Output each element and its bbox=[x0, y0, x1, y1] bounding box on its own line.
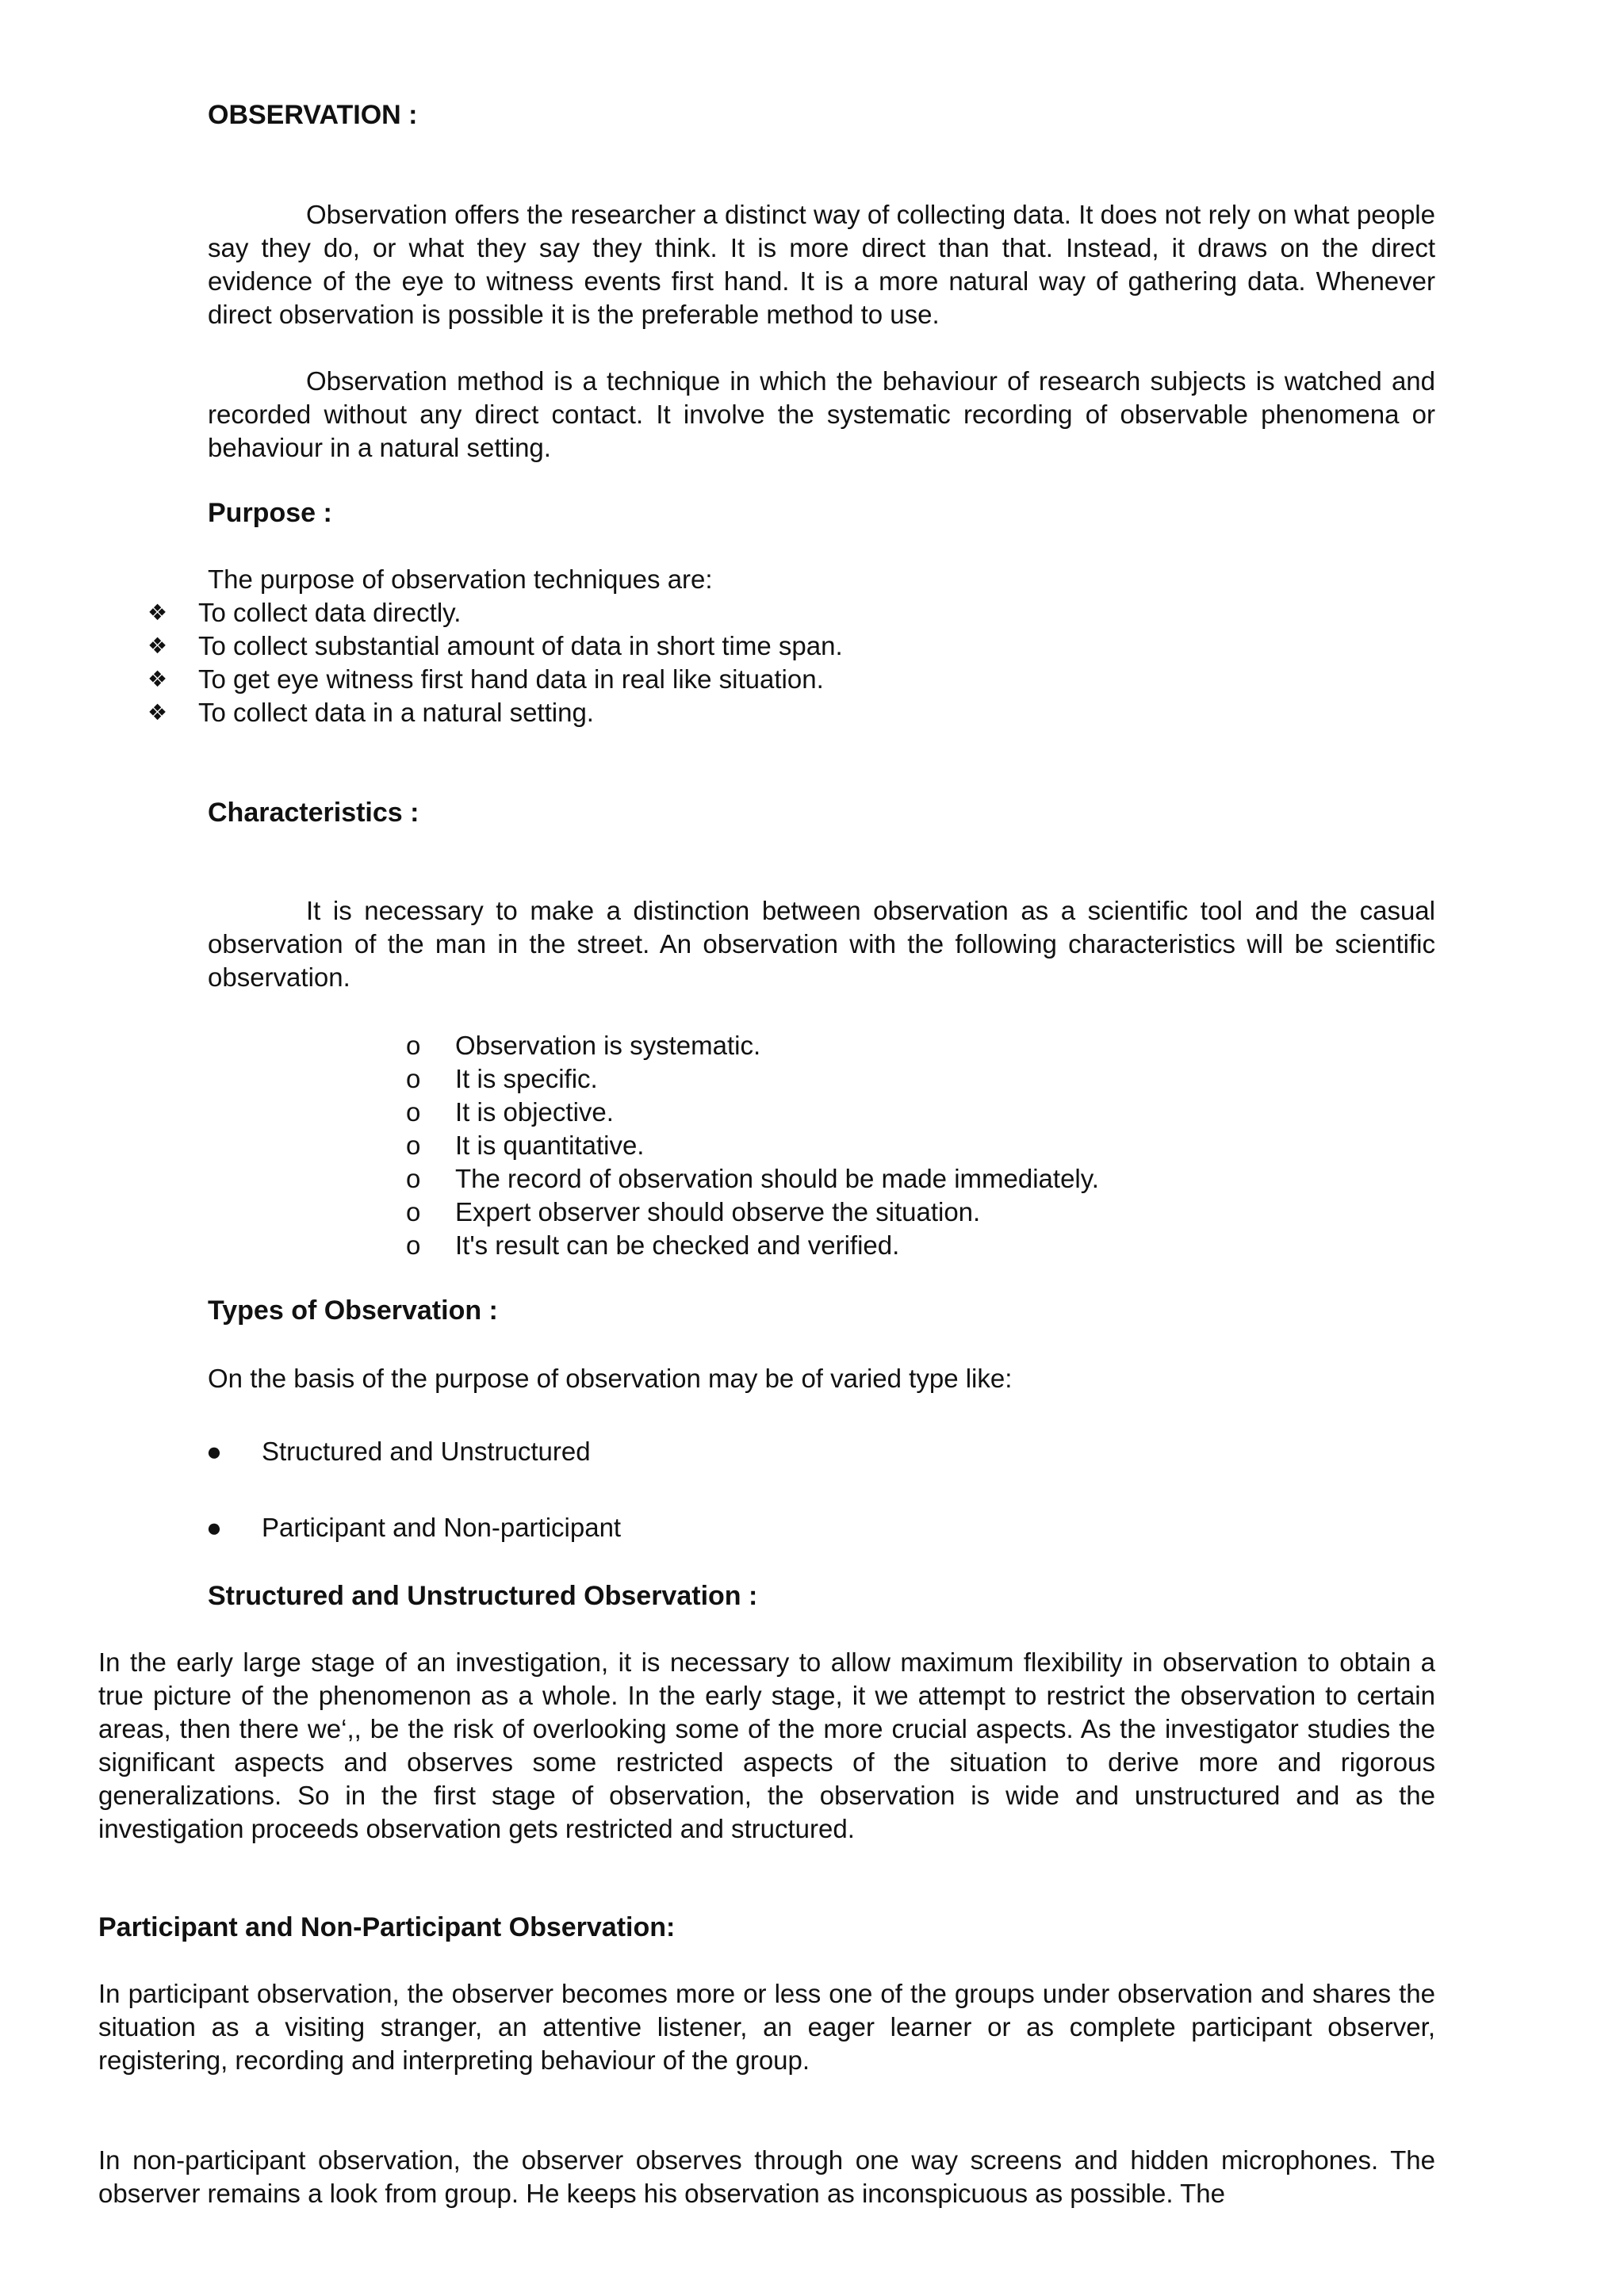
heading-observation: OBSERVATION : bbox=[208, 100, 418, 130]
circle-bullet-icon: o bbox=[406, 1131, 421, 1160]
observation-paragraph-1: Observation offers the researcher a distinct way of collecting data. It does not rely on what people say they do, or what they say they think. It is more direct than that. Instead, it draws on the direct evidence of the eye to witness events first hand. It is a more natural way of gathering data. Whenever direct observation is possible it is the preferable method to use. bbox=[208, 200, 1435, 329]
characteristics-list bbox=[406, 1029, 1099, 1262]
list-item: o It is objective. bbox=[455, 1096, 1099, 1129]
heading-participant-non-participant: Participant and Non-Participant Observation: bbox=[98, 1912, 676, 1942]
heading-structured-unstructured: Structured and Unstructured Observation : bbox=[208, 1581, 758, 1611]
diamond-bullet-icon: ❖ bbox=[147, 600, 168, 625]
circle-bullet-icon: o bbox=[406, 1164, 421, 1193]
diamond-bullet-icon: ❖ bbox=[147, 633, 168, 658]
list-item: o It is specific. bbox=[455, 1062, 1099, 1096]
purpose-list bbox=[147, 596, 843, 729]
circle-bullet-icon: o bbox=[406, 1197, 421, 1226]
characteristics-paragraph: It is necessary to make a distinction between observation as a scientific tool and the casual observation of the man in the street. An observation with the following characteristics will be scientific observation. bbox=[208, 896, 1435, 992]
purpose-intro: The purpose of observation techniques are: bbox=[208, 564, 713, 594]
structured-paragraph: In the early large stage of an investigation, it is necessary to allow maximum flexibility in observation to obtain a true picture of the phenomenon as a whole. In the early stage, it we attempt to restrict the observation to certain areas, then there we‘,, be the risk of overlooking some of the more crucial aspects. As the investigator studies the significant aspects and observes some restricted aspects of the situation to derive more and rigorous generalizations. So in the first stage of observation, the observation is wide and unstructured and as the investigation proceeds observation gets restricted and structured. bbox=[98, 1647, 1435, 1843]
heading-characteristics: Characteristics : bbox=[208, 798, 419, 828]
circle-bullet-icon: o bbox=[406, 1031, 421, 1060]
heading-types-of-observation: Types of Observation : bbox=[208, 1295, 498, 1326]
list-item: o Expert observer should observe the situation. bbox=[455, 1196, 1099, 1229]
types-list bbox=[206, 1435, 622, 1587]
list-item: o It is quantitative. bbox=[455, 1129, 1099, 1162]
list-item: ❖ To get eye witness first hand data in real like situation. bbox=[198, 663, 843, 696]
list-item: ❖ To collect substantial amount of data in short time span. bbox=[198, 629, 843, 663]
diamond-bullet-icon: ❖ bbox=[147, 700, 168, 725]
dot-bullet-icon: ● bbox=[206, 1513, 222, 1542]
participant-paragraph-2: In non-participant observation, the observer observes through one way screens and hidden microphones. The observer remains a look from group. He keeps his observation as inconspicuous as possible. The bbox=[98, 2145, 1435, 2208]
list-item: ❖ To collect data in a natural setting. bbox=[198, 696, 843, 729]
observation-paragraph-2: Observation method is a technique in which the behaviour of research subjects is watched and recorded without any direct contact. It involve the systematic recording of observable phenomena or behaviour in a natural setting. bbox=[208, 366, 1435, 462]
list-item: ❖ To collect data directly. bbox=[198, 596, 843, 629]
dot-bullet-icon: ● bbox=[206, 1437, 222, 1466]
list-item: ● Participant and Non-participant bbox=[262, 1511, 621, 1544]
circle-bullet-icon: o bbox=[406, 1064, 421, 1093]
list-item: o It's result can be checked and verified. bbox=[455, 1229, 1099, 1262]
circle-bullet-icon: o bbox=[406, 1097, 421, 1127]
list-item: ● Structured and Unstructured bbox=[262, 1435, 621, 1468]
diamond-bullet-icon: ❖ bbox=[147, 667, 168, 691]
list-item: o The record of observation should be made immediately. bbox=[455, 1162, 1099, 1196]
circle-bullet-icon: o bbox=[406, 1230, 421, 1260]
heading-purpose: Purpose : bbox=[208, 498, 332, 528]
types-intro: On the basis of the purpose of observation may be of varied type like: bbox=[208, 1364, 1013, 1393]
participant-paragraph-1: In participant observation, the observer becomes more or less one of the groups under observation and shares the situation as a visiting stranger, an attentive listener, an eager learner or as complete participant observer, registering, recording and interpreting behaviour of the group. bbox=[98, 1979, 1435, 2075]
list-item: o Observation is systematic. bbox=[455, 1029, 1099, 1062]
